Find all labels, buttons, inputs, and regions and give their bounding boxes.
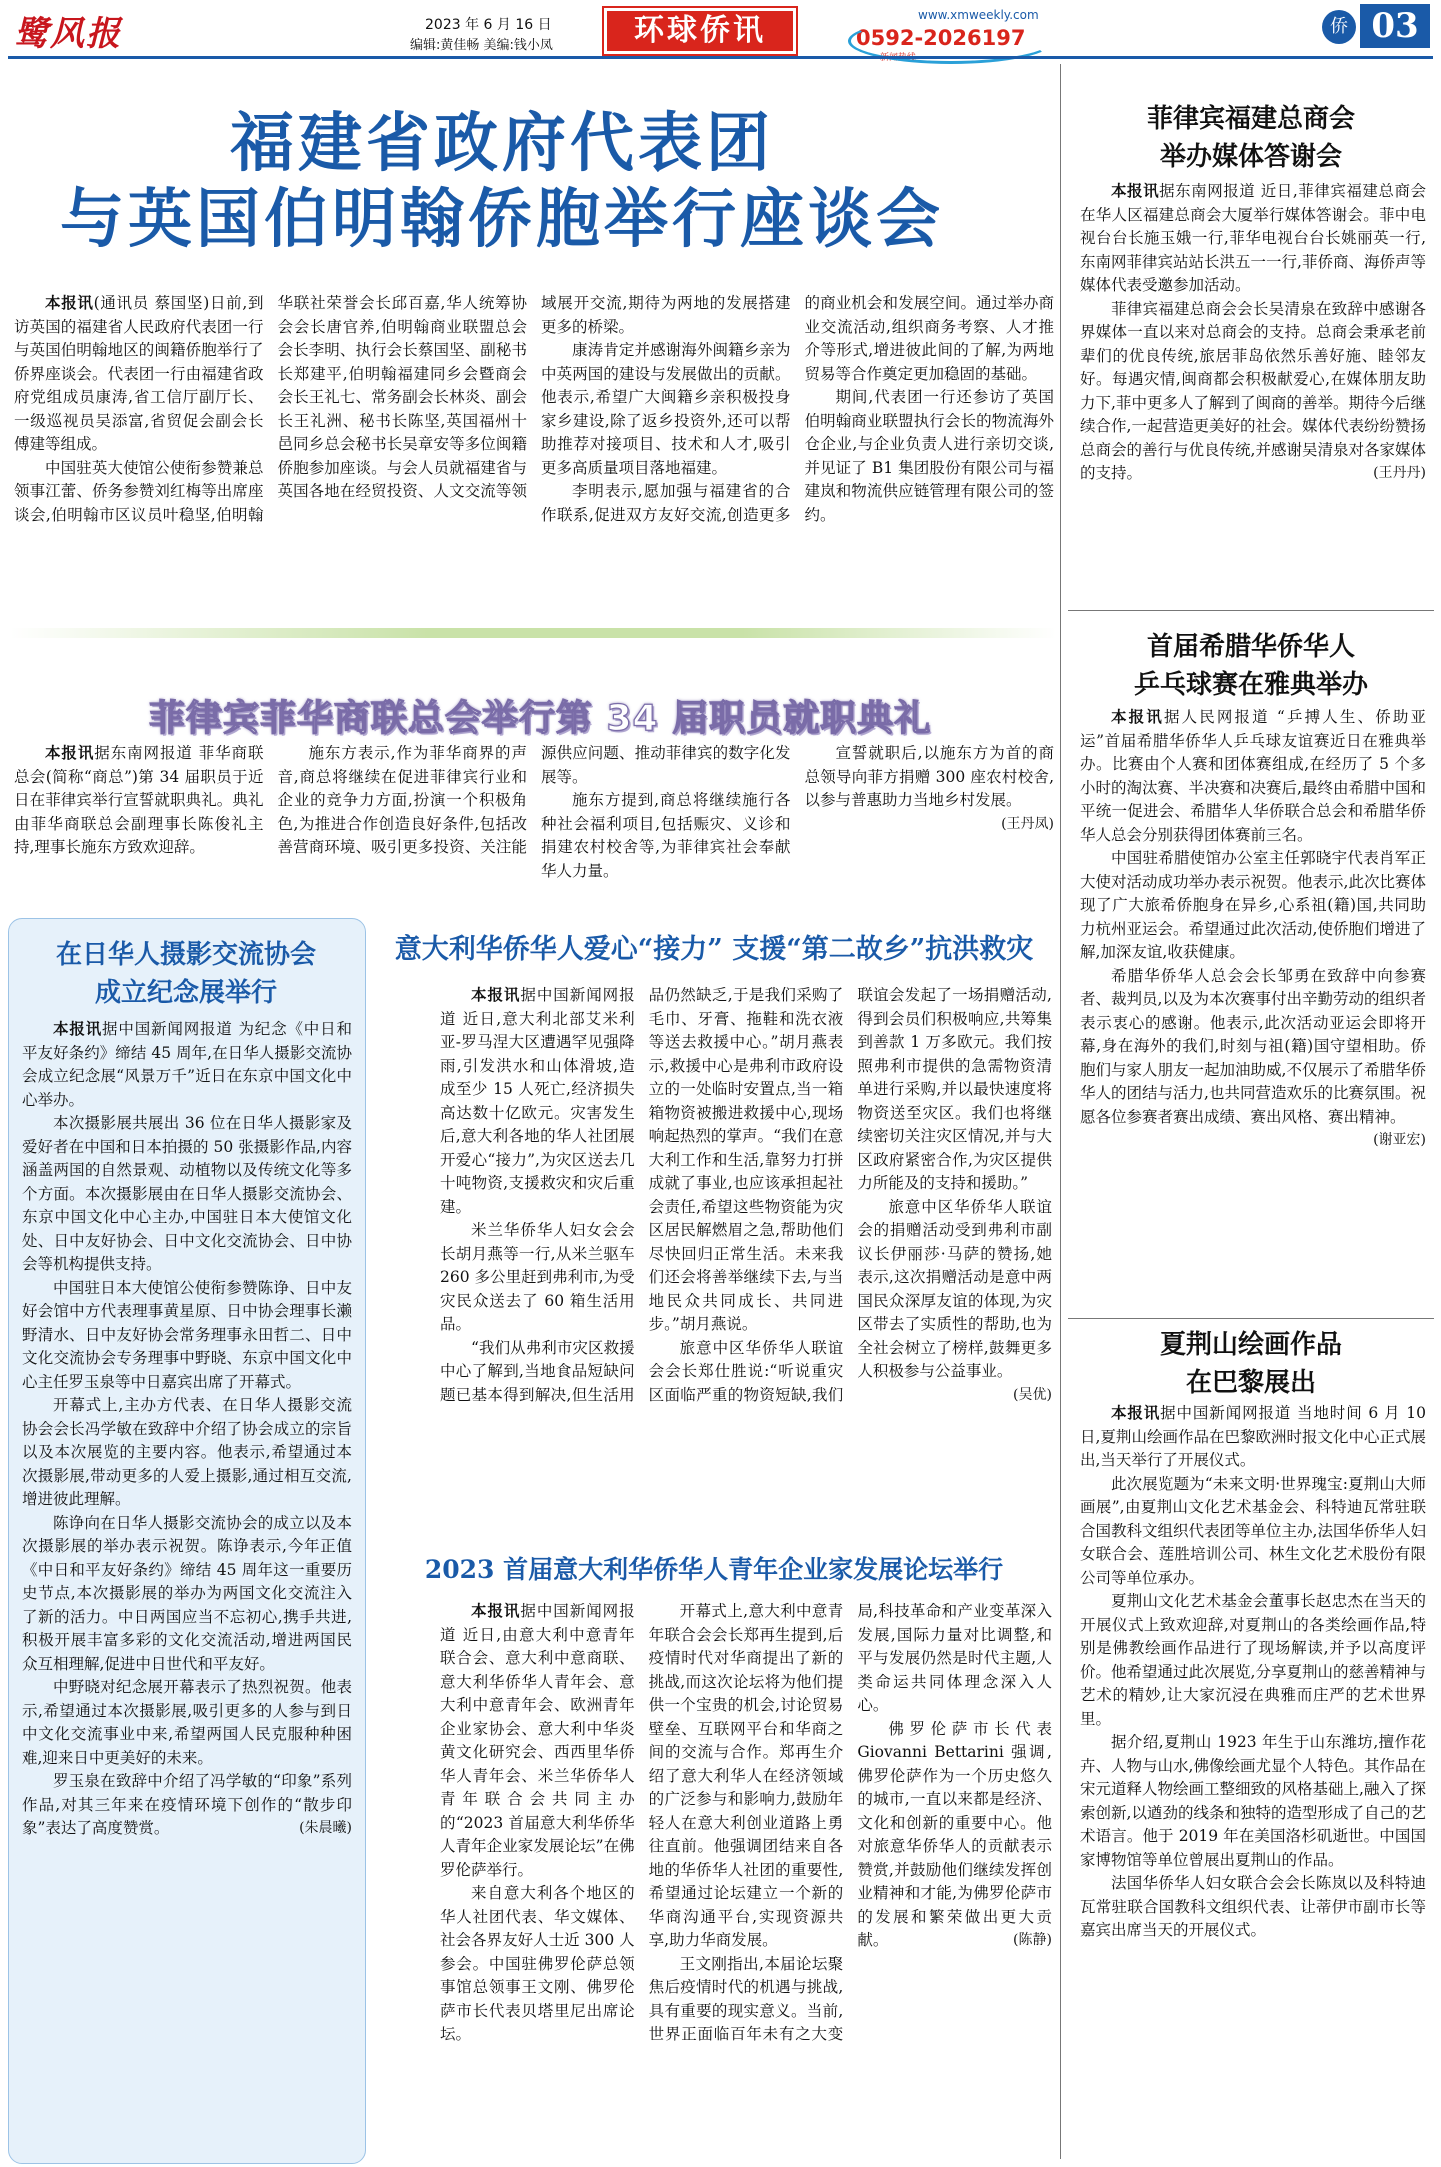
byline: (陈静) xyxy=(1013,1932,1052,1948)
paris-art-headline: 夏荆山绘画作品 在巴黎展出 xyxy=(1159,1330,1342,1398)
paragraph: 康涛肯定并感谢海外闽籍乡亲为中英两国的建设与发展做出的贡献。他表示,希望广大闽籍乡亲积极投身家乡建设,除了返乡投资外,还可以帮助推荐对接项目、技术和人才,吸引更多高质量项目落地福建。 xyxy=(541,341,791,477)
editor-credits: 编辑:黄佳畅 美编:钱小凤 xyxy=(410,38,553,53)
paragraph: 夏荆山文化艺术基金会董事长赵忠杰在当天的开展仪式上致欢迎辞,对夏荆山的各类绘画作品,特别是佛教绘画作品进行了现场解读,并予以高度评价。他希望通过此次展览,分享夏荆山的慈善精神与艺术的精妙,让大家沉浸在典雅而庄严的艺术世界里。 xyxy=(1080,1592,1426,1728)
masthead xyxy=(0,0,1441,60)
column-rule xyxy=(1060,64,1061,2159)
paragraph: 米兰华侨华人妇女会会长胡月燕等一行,从米兰驱车 260 多公里赶到弗利市,为受灾民众送去了 60 箱生活用品。 xyxy=(440,1221,635,1333)
paragraph: 李明表示,愿加强与福建省的合作联系,促进双方友好交流,创造更多的商业机会和发展空间。通过举办商业交流活动,组织商务考察、人才推介等形式,增进彼此间的了解,为两地贸易等合作奠定更加稳固的基础。 xyxy=(541,294,1054,524)
paragraph: 本报讯据东南网报道 菲华商联总会(简称“商总”)第 34 届职员于近日在菲律宾举行宣誓就职典礼。典礼由菲华商联总会副理事长陈俊礼主持,理事长施东方致欢迎辞。 xyxy=(14,744,264,856)
ph-media-headline: 菲律宾福建总商会 举办媒体答谢会 xyxy=(1146,104,1355,172)
newspaper-logo: 鹭风报 xyxy=(14,14,122,54)
page-number: 03 xyxy=(1360,4,1430,48)
fhl-headline: 菲律宾菲华商联总会举行第 34 届职员就职典礼 xyxy=(148,698,932,739)
section-banner: 环球侨讯 xyxy=(604,8,796,54)
paragraph: 陈诤向在日华人摄影交流协会的成立以及本次摄影展的举办表示祝贺。陈诤表示,今年正值《中日和平友好条约》缔结 45 周年这一重要历史节点,本次摄影展的举办为两国文化交流注入了新的活力。中日两国应当不忘初心,携手共进,积极开展丰富多彩的文化交流活动,增进两国民众互相理解,促进中日世代和平友好。 xyxy=(22,1513,352,1673)
paragraph: 此次展览题为“未来文明·世界瑰宝:夏荆山大师画展”,由夏荆山文化艺术基金会、科特迪瓦常驻联合国教科文组织代表团等单位主办,法国华侨华人妇女联合会、莲胜培训公司、林生文化艺术股份有限公司等单位承办。 xyxy=(1080,1474,1426,1587)
paragraph: 本报讯据中国新闻网报道 当地时间 6 月 10 日,夏荆山绘画作品在巴黎欧洲时报文化中心正式展出,当天举行了开展仪式。 xyxy=(1080,1404,1426,1469)
paragraph: 本报讯据中国新闻网报道 为纪念《中日和平友好条约》缔结 45 周年,在日华人摄影交流协会成立纪念展“风景万千”近日在东京中国文化中心举办。 xyxy=(22,1020,352,1109)
paragraph: 本报讯据中国新闻网报道 近日,由意大利中意青年联合会、意大利中意商联、意大利华侨华人青年会、意大利中意青年会、欧洲青年企业家协会、意大利中华炎黄文化研究会、西西里华侨华人青年会、米兰华侨华人青年联合会共同主办的“2023 首届意大利华侨华人青年企业家发展论坛”在佛罗伦萨举行。 xyxy=(440,1602,635,1879)
edition-badge-icon: 侨 xyxy=(1322,10,1356,44)
hotline-number: 0592-2026197 xyxy=(856,26,1026,50)
fhl-article xyxy=(14,742,1054,890)
byline: (吴优) xyxy=(1013,1386,1052,1403)
paragraph: 王文刚指出,本届论坛聚焦后疫情时代的机遇与挑战,具有重要的现实意义。当前,世界正面临百年未有之大变局,科技革命和产业变革深入发展,国际力量对比调整,和平与发展仍然是时代主题,人类命运共同体理念深入人心。 xyxy=(648,1602,1052,2043)
paragraph: 本次摄影展共展出 36 位在日华人摄影家及爱好者在中国和日本拍摄的 50 张摄影作品,内容涵盖两国的自然景观、动植物以及传统文化等多个方面。本次摄影展由在日华人摄影交流协会、东京中国文化中心主办,中国驻日本大使馆文化处、日中友好协会、日中文化交流协会、日中协会等机构提供支持。 xyxy=(22,1114,352,1273)
website-url: www.xmweekly.com xyxy=(918,8,1039,22)
byline: (王丹丹) xyxy=(1373,465,1426,481)
lead-article xyxy=(14,292,1054,606)
japan-photo-article xyxy=(22,1018,352,2154)
paragraph: 开幕式上,意大利中意青年联合会会长郑再生提到,后疫情时代对华商提出了新的挑战,而这次论坛将为他们提供一个宝贵的机会,讨论贸易壁垒、互联网平台和华商之间的交流与合作。郑再生介绍了意大利华人在经济领域的广泛参与和影响力,鼓励年轻人在意大利创业道路上勇往直前。他强调团结来自各地的华侨华人社团的重要性,希望通过论坛建立一个新的华商沟通平台,实现资源共享,助力华商发展。 xyxy=(648,1602,844,1949)
paragraph: 中国驻日本大使馆公使衔参赞陈诤、日中友好会馆中方代表理事黄星原、日中协会理事长濑野清水、日中友好协会常务理事永田哲二、日中文化交流协会专务理事中野晓、东京中国文化中心主任罗玉泉等中日嘉宾出席了开幕式。 xyxy=(22,1278,352,1391)
paragraph: “我们从弗利市灾区救援中心了解到,当地食品短缺问题已基本得到解决,但生活用品仍然缺乏,于是我们采购了毛巾、牙膏、拖鞋和洗衣液等送去救援中心。”胡月燕表示,救援中心是弗利市政府设立的一处临时安置点,当一箱箱物资被搬进救援中心,现场响起热烈的掌声。“我们在意大利工作和生活,靠努力打拼成就了事业,也应该承担起社会责任,希望这些物资能为灾区居民解燃眉之急,帮助他们尽快回归正常生活。未来我们还会将善举继续下去,与当地民众共同成长、共同进步。”胡月燕说。 xyxy=(440,986,844,1404)
greece-tt-headline: 首届希腊华侨华人 乒乓球赛在雅典举办 xyxy=(1133,632,1368,700)
section-divider xyxy=(10,628,1056,638)
byline: (谢亚宏) xyxy=(1373,1132,1426,1148)
paragraph: 期间,代表团一行还参访了英国伯明翰商业联盟执行会长的物流海外仓企业,与企业负责人进行亲切交谈,并见证了 B1 集团股份有限公司与福建岚和物流供应链管理有限公司的签约。 xyxy=(804,388,1054,524)
paragraph: 本报讯据人民网报道 “乒搏人生、侨助亚运”首届希腊华侨华人乒乓球友谊赛近日在雅典举办。比赛由个人赛和团体赛组成,在经历了 5 个多小时的淘汰赛、半决赛和决赛后,最终由希腊中国和平统一促进会、希腊华人华侨联合总会和希腊华侨华人总会分别获得团体赛前三名。 xyxy=(1080,708,1426,844)
paragraph: 本报讯(通讯员 蔡国坚)日前,到访英国的福建省人民政府代表团一行与英国伯明翰地区的闽籍侨胞举行了侨界座谈会。代表团一行由福建省政府党组成员康涛,省工信厅副厅长、一级巡视员吴添富,省贸促会副会长傅建等组成。 xyxy=(14,294,264,453)
paragraph: 佛罗伦萨市长代表 Giovanni Bettarini 强调,佛罗伦萨作为一个历史悠久的城市,一直以来都是经济、文化和创新的重要中心。他对旅意华侨华人的贡献表示赞赏,并鼓励他们继续发挥创业精神和才能,为佛罗伦萨市的发展和繁荣做出更大贡献。 (陈静) xyxy=(857,1718,1052,1953)
italy-flood-article xyxy=(440,984,1052,1534)
paragraph: 罗玉泉在致辞中介绍了冯学敏的“印象”系列作品,对其三年来在疫情环境下创作的“散步印象”表达了高度赞赏。 (朱晨曦) xyxy=(22,1770,352,1841)
paragraph: 希腊华侨华人总会会长邹勇在致辞中向参赛者、裁判员,以及为本次赛事付出辛勤劳动的组织者表示衷心的感谢。他表示,此次活动亚运会即将开幕,身在海外的我们,时刻与祖(籍)国守望相助。侨胞们与家人朋友一起加油助威,不仅展示了希腊华侨华人的团结与活力,也共同营造欢乐的比赛氛围。祝愿各位参赛者赛出成绩、赛出风格、赛出精神。 (谢亚宏) xyxy=(1080,965,1426,1130)
issue-date: 2023 年 6 月 16 日 xyxy=(425,17,552,33)
paragraph: 来自意大利各个地区的华人社团代表、华文媒体、社会各界友好人士近 300 人参会。中国驻佛罗伦萨总领事馆总领事王文刚、佛罗伦萨市长代表贝塔里尼出席论坛。 xyxy=(440,1884,635,2043)
paragraph: 据介绍,夏荆山 1923 年生于山东潍坊,擅作花卉、人物与山水,佛像绘画尤显个人特色。其作品在宋元道释人物绘画工整细致的风格基础上,融入了探索创新,以遒劲的线条和独特的造型形成了自己的艺术语言。他于 2019 年在美国洛杉矶逝世。中国国家博物馆等单位曾展出夏荆山的作品。 xyxy=(1080,1733,1426,1869)
ph-media-article xyxy=(1080,180,1426,598)
paragraph: 旅意中区华侨华人联谊会会长郑仕胜说:“听说重灾区面临严重的物资短缺,我们联谊会发起了一场捐赠活动,得到会员们积极响应,共筹集到善款 1 万多欧元。我们按照弗利市提供的急需物资清单进行采购,并以最快速度将物资送至灾区。我们也将继续密切关注灾区情况,并与大区政府紧密合作,为灾区提供力所能及的支持和援助。” xyxy=(648,986,1052,1404)
paragraph: 本报讯据东南网报道 近日,菲律宾福建总商会在华人区福建总商会大厦举行媒体答谢会。菲中电视台台长施玉娥一行,菲华电视台台长姚丽英一行,东南网菲律宾站站长洪五一一行,菲侨商、海侨声等媒体代表受邀参加活动。 xyxy=(1080,182,1426,294)
paragraph: 施东方提到,商总将继续施行各种社会福利项目,包括赈灾、义诊和捐建农村校舍等,为菲律宾社会奉献华人力量。 xyxy=(541,791,791,880)
paragraph: 本报讯据中国新闻网报道 近日,意大利北部艾米利亚-罗马涅大区遭遇罕见强降雨,引发洪水和山体滑坡,造成至少 15 人死亡,经济损失高达数十亿欧元。灾害发生后,意大利各地的华人社团展开爱心“接力”,为灾区送去几十吨物资,支援救灾和灾后重建。 xyxy=(440,986,635,1216)
byline: (朱晨曦) xyxy=(299,1820,352,1836)
paragraph: 法国华侨华人妇女联合会会长陈岚以及科特迪瓦常驻联合国教科文组织代表、让蒂伊市副市长等嘉宾出席当天的开展仪式。 xyxy=(1080,1874,1426,1939)
paragraph: 宣誓就职后,以施东方为首的商总领导向菲方捐赠 300 座农村校舍,以参与普惠助力当地乡村发展。 (王丹凤) xyxy=(805,742,1055,813)
byline: (王丹凤) xyxy=(1001,815,1054,832)
paragraph: 中野晓对纪念展开幕表示了热烈祝贺。他表示,希望通过本次摄影展,吸引更多的人参与到日中文化交流事业中来,希望两国人民克服种种困难,迎来日中更美好的未来。 xyxy=(22,1678,352,1767)
paragraph: 旅意中区华侨华人联谊会的捐赠活动受到弗利市副议长伊丽莎·马萨的赞扬,她表示,这次捐赠活动是意中两国民众深厚友谊的体现,为灾区带去了实质性的帮助,也为全社会树立了榜样,鼓舞更多人积极参与公益事业。 (吴优) xyxy=(857,1196,1052,1384)
greece-tt-article xyxy=(1080,706,1426,1318)
lead-headline xyxy=(30,106,1070,258)
paragraph: 中国驻希腊使馆办公室主任郭晓宇代表肖军正大使对活动成功举办表示祝贺。他表示,此次比赛体现了广大旅希侨胞身在异乡,心系祖(籍)国,共同助力杭州亚运会。希望通过此次活动,使侨胞们增进了解,加深友谊,收获健康。 xyxy=(1080,849,1426,961)
paragraph: 菲律宾福建总商会会长吴清泉在致辞中感谢各界媒体一直以来对总商会的支持。总商会秉承老前辈们的优良传统,旅居菲岛依然乐善好施、睦邻友好。每遇灾情,闽商都会积极献爱心,在媒体朋友助力下,菲中更多人了解到了闽商的善举。期待今后继续合作,一起营造更美好的社会。媒体代表纷纷赞扬总商会的善行与优良传统,并感谢吴清泉对各家媒体的支持。 (王丹丹) xyxy=(1080,298,1426,486)
italy-forum-article xyxy=(440,1600,1052,2160)
italy-forum-headline: 2023 首届意大利华侨华人青年企业家发展论坛举行 xyxy=(424,1555,1004,1584)
japan-photo-headline: 在日华人摄影交流协会 成立纪念展举行 xyxy=(55,940,316,1008)
paris-art-article xyxy=(1080,1402,1426,2160)
paragraph: 施东方表示,作为菲华商界的声音,商总将继续在促进菲律宾行业和企业的竞争力方面,扮演一个积极角色,为推进合作创造良好条件,包括改善营商环境、吸引更多投资、关注能源供应问题、推动菲律宾的数字化发展等。 xyxy=(277,744,791,856)
paragraph: 开幕式上,主办方代表、在日华人摄影交流协会会长冯学敏在致辞中介绍了协会成立的宗旨以及本次展览的主要内容。他表示,希望通过本次摄影展,带动更多的人爱上摄影,通过相互交流,增进彼此理解。 xyxy=(22,1396,352,1508)
lead-headline-line1: 福建省政府代表团 xyxy=(230,106,774,181)
italy-flood-headline: 意大利华侨华人爱心“接力” 支援“第二故乡”抗洪救灾 xyxy=(394,934,1034,965)
lead-headline-line2: 与英国伯明翰侨胞举行座谈会 xyxy=(60,182,944,257)
paragraph: 中国驻英大使馆公使衔参赞兼总领事江蕾、侨务参赞刘红梅等出席座谈会,伯明翰市区议员叶稳坚,伯明翰华联社荣誉会长邱百嘉,华人统筹协会会长唐官养,伯明翰商业联盟总会会长李明、执行会长蔡国坚、副秘书长郑建平,伯明翰福建同乡会暨商会会长王礼七、常务副会长林炎、副会长王礼洲、秘书长陈坚,英国福州十邑同乡总会秘书长吴章安等多位闽籍侨胞参加座谈。与会人员就福建省与英国各地在经贸投资、人文交流等领域展开交流,期待为两地的发展搭建更多的桥梁。 xyxy=(14,294,791,524)
